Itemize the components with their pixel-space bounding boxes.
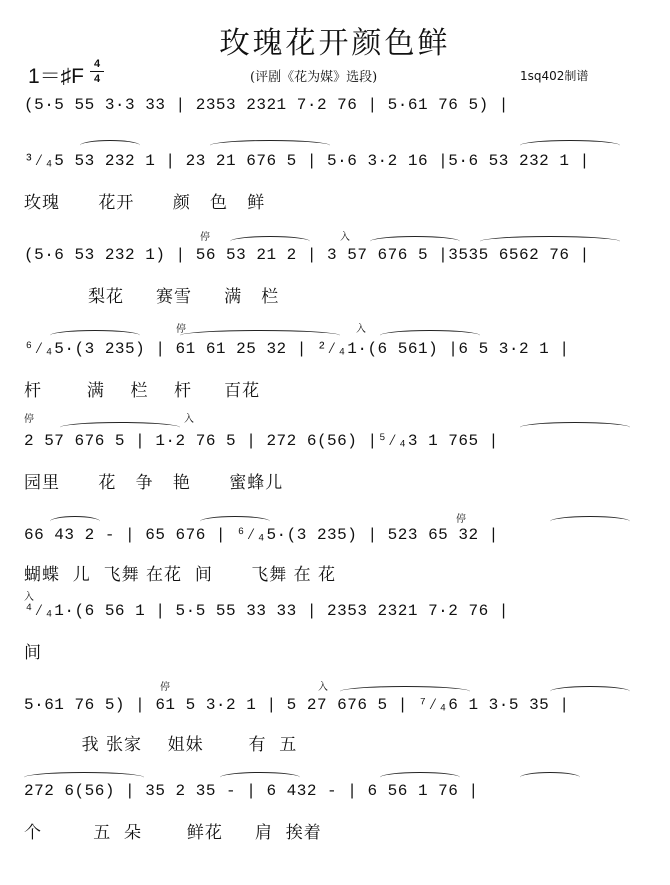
time-signature-bar bbox=[90, 71, 104, 72]
time-signature-top: 4 bbox=[93, 58, 101, 70]
notation-line: (5·6 53 232 1) | 56 53 21 2 | 3 57 676 5 |3535 6562 76 | bbox=[24, 246, 590, 264]
notation-line: 272 6(56) | 35 2 35 - | 6 432 - | 6 56 1 76 | bbox=[24, 782, 479, 800]
notation-line: ⁶⁄₄5·(3 235) | 61 61 25 32 | ²⁄₄1·(6 561) |6 5 3·2 1 | bbox=[24, 340, 570, 358]
lyric-line: 玫瑰 花开 颜 色 鲜 bbox=[24, 193, 266, 213]
pause-mark: 停 bbox=[160, 682, 170, 693]
lyric-line: 梨花 赛雪 满 栏 bbox=[24, 287, 280, 307]
lyric-line: 蝴蝶 儿 飞舞 在花 间 飞舞 在 花 bbox=[24, 565, 337, 585]
song-title: 玫瑰花开颜色鲜 bbox=[219, 26, 451, 61]
enter-mark: 入 bbox=[184, 414, 194, 425]
arranger-credit: 1sq402制谱 bbox=[520, 69, 589, 83]
time-signature-bottom: 4 bbox=[93, 73, 101, 85]
enter-mark: 入 bbox=[340, 232, 350, 243]
lyric-line: 间 bbox=[24, 643, 42, 663]
lyric-line: 杆 满 栏 杆 百花 bbox=[24, 381, 261, 401]
notation-line: ⁴⁄₄1·(6 56 1 | 5·5 55 33 33 | 2353 2321 7·2 76 | bbox=[24, 602, 509, 620]
slur bbox=[210, 140, 330, 151]
subtitle: (评剧《花为媒》选段) bbox=[250, 70, 378, 85]
lyric-line: 我 张家 姐妹 有 五 bbox=[24, 735, 298, 755]
enter-mark: 入 bbox=[318, 682, 328, 693]
notation-line: 2 57 676 5 | 1·2 76 5 | 272 6(56) |⁵⁄₄3 1 765 | bbox=[24, 432, 499, 450]
pause-mark: 停 bbox=[176, 324, 186, 335]
lyric-line: 园里 花 争 艳 蜜蜂儿 bbox=[24, 473, 284, 493]
enter-mark: 入 bbox=[24, 592, 34, 603]
enter-mark: 入 bbox=[356, 324, 366, 335]
lyric-line: 个 五 朵 鲜花 肩 挨着 bbox=[24, 823, 322, 843]
slur bbox=[80, 140, 140, 151]
notation-line: (5·5 55 3·3 33 | 2353 2321 7·2 76 | 5·61 76 5) | bbox=[24, 96, 509, 114]
pause-mark: 停 bbox=[24, 414, 34, 425]
time-signature bbox=[90, 58, 104, 85]
notation-line: 5·61 76 5) | 61 5 3·2 1 | 5 27 676 5 | ⁷⁄₄6 1 3·5 35 | bbox=[24, 696, 570, 714]
pause-mark: 停 bbox=[456, 514, 466, 525]
notation-line: 66 43 2 - | 65 676 | ⁶⁄₄5·(3 235) | 523 65 32 | bbox=[24, 526, 499, 544]
slur bbox=[520, 140, 620, 151]
key-signature: 1＝♯F bbox=[28, 65, 85, 88]
pause-mark: 停 bbox=[200, 232, 210, 243]
notation-line: ³⁄₄5 53 232 1 | 23 21 676 5 | 5·6 3·2 16 |5·6 53 232 1 | bbox=[24, 152, 590, 170]
